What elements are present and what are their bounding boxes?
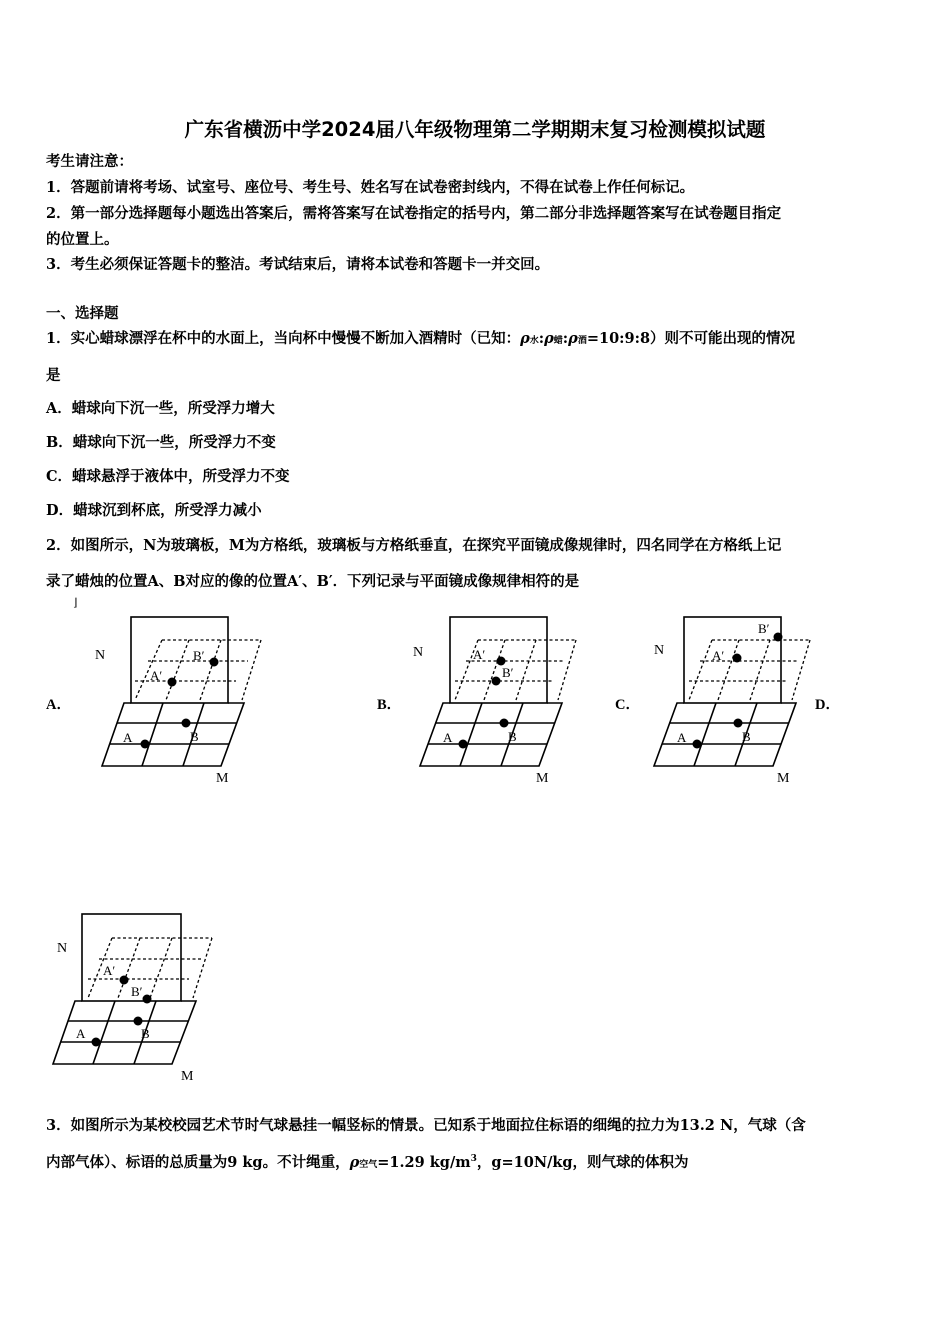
q1-option-b: B．蜡球向下沉一些，所受浮力不变 — [46, 434, 276, 451]
point-b-image — [774, 633, 783, 642]
label-a: A — [76, 1026, 86, 1041]
q1-option-d: D．蜡球沉到杯底，所受浮力减小 — [46, 502, 262, 519]
figure-c — [642, 612, 822, 792]
point-b-image — [143, 995, 152, 1004]
q1-option-c: C．蜡球悬浮于液体中，所受浮力不变 — [46, 468, 290, 485]
label-n: N — [57, 941, 68, 956]
point-a-image — [120, 976, 129, 985]
notice-item-2: 2．第一部分选择题每小题选出答案后，需将答案写在试卷指定的括号内，第二部分非选择题答案写在试卷题目指定 — [46, 205, 782, 222]
figure-b — [408, 612, 588, 792]
point-a — [92, 1038, 101, 1047]
fig-option-d-letter: D． — [815, 697, 840, 713]
sub-wax: 蜡 — [553, 336, 563, 346]
point-a — [693, 740, 702, 749]
label-a-image: A′ — [150, 668, 163, 683]
fig-option-b-letter: B． — [377, 697, 402, 713]
label-m: M — [777, 771, 790, 786]
point-b — [734, 719, 743, 728]
q3-stem: 3．如图所示为某校校园艺术节时气球悬挂一幅竖标的情景。已知系于地面拉住标语的细绳的拉力为13.2 N，气球（含 — [46, 1117, 806, 1134]
label-b: B — [742, 729, 751, 744]
label-b-image: B′ — [502, 665, 514, 680]
label-b: B — [141, 1026, 150, 1041]
sub-alcohol: 酒 — [577, 336, 587, 346]
label-n: N — [95, 648, 106, 663]
point-a-image — [168, 678, 177, 687]
q2-stem: 2．如图所示，N为玻璃板，M为方格纸，玻璃板与方格纸垂直，在探究平面镜成像规律时，四名同学在方格纸上记 — [46, 537, 782, 554]
figure-a — [90, 612, 270, 792]
sub-air: 空气 — [359, 1160, 378, 1170]
point-a — [141, 740, 150, 749]
rho-symbol: ρ — [568, 330, 578, 347]
ratio-sep: : — [538, 330, 545, 347]
label-b-image: B′ — [758, 621, 770, 636]
point-b-image — [492, 677, 501, 686]
page-title: 广东省横沥中学2024届八年级物理第二学期期末复习检测模拟试题 — [184, 118, 766, 141]
corner-mark: ⌋ — [73, 596, 78, 609]
label-a-image: A′ — [473, 647, 486, 662]
label-b: B — [508, 729, 517, 744]
notice-item-2-cont: 的位置上。 — [46, 231, 119, 248]
q1-ratio: =10:9:8）则不可能出现的情况 — [586, 330, 796, 347]
notice-item-3: 3．考生必须保证答题卡的整洁。考试结束后，请将本试卷和答题卡一并交回。 — [46, 256, 550, 273]
sub-water: 水 — [529, 336, 539, 346]
label-m: M — [181, 1069, 194, 1084]
q1-stem — [46, 327, 795, 348]
label-a-image: A′ — [103, 963, 116, 978]
label-b-image: B′ — [193, 648, 205, 663]
rho-symbol: ρ — [544, 330, 554, 347]
notice-heading: 考生请注意： — [46, 153, 133, 170]
point-a-image — [733, 654, 742, 663]
label-m: M — [216, 771, 229, 786]
q3-stem-text: 内部气体）、标语的总质量为9 kg。不计绳重， — [46, 1154, 350, 1171]
figure-d — [48, 910, 228, 1090]
ratio-sep: : — [562, 330, 569, 347]
label-n: N — [654, 643, 665, 658]
label-a: A — [123, 730, 133, 745]
label-m: M — [536, 771, 549, 786]
label-a: A — [677, 730, 687, 745]
exponent: 3 — [470, 1154, 477, 1165]
point-b — [134, 1017, 143, 1026]
label-b-image: B′ — [131, 984, 143, 999]
rho-symbol: ρ — [520, 330, 530, 347]
q1-stem-text: 1．实心蜡球漂浮在杯中的水面上，当向杯中慢慢不断加入酒精时（已知： — [46, 330, 521, 347]
label-n: N — [413, 645, 424, 660]
section-heading: 一、选择题 — [46, 305, 119, 322]
point-b — [182, 719, 191, 728]
fig-option-a-letter: A． — [46, 697, 71, 713]
label-a-image: A′ — [712, 648, 725, 663]
q1-option-a: A．蜡球向下沉一些，所受浮力增大 — [46, 400, 275, 417]
rho-symbol: ρ — [349, 1154, 360, 1171]
q2-stem-cont: 录了蜡烛的位置A、B对应的像的位置A′、B′．下列记录与平面镜成像规律相符的是 — [46, 573, 580, 590]
q1-stem-cont: 是 — [46, 367, 61, 384]
point-a — [459, 740, 468, 749]
notice-item-1: 1．答题前请将考场、试室号、座位号、考生号、姓名写在试卷密封线内，不得在试卷上作任何标记。 — [46, 179, 695, 196]
q3-stem-cont — [46, 1151, 689, 1172]
fig-option-c-letter: C． — [615, 697, 640, 713]
label-a: A — [443, 730, 453, 745]
point-b-image — [210, 658, 219, 667]
q3-stem-tail: ，g=10N/kg，则气球的体积为 — [476, 1154, 689, 1171]
label-b: B — [190, 729, 199, 744]
air-density: =1.29 kg/m — [377, 1154, 471, 1171]
point-b — [500, 719, 509, 728]
